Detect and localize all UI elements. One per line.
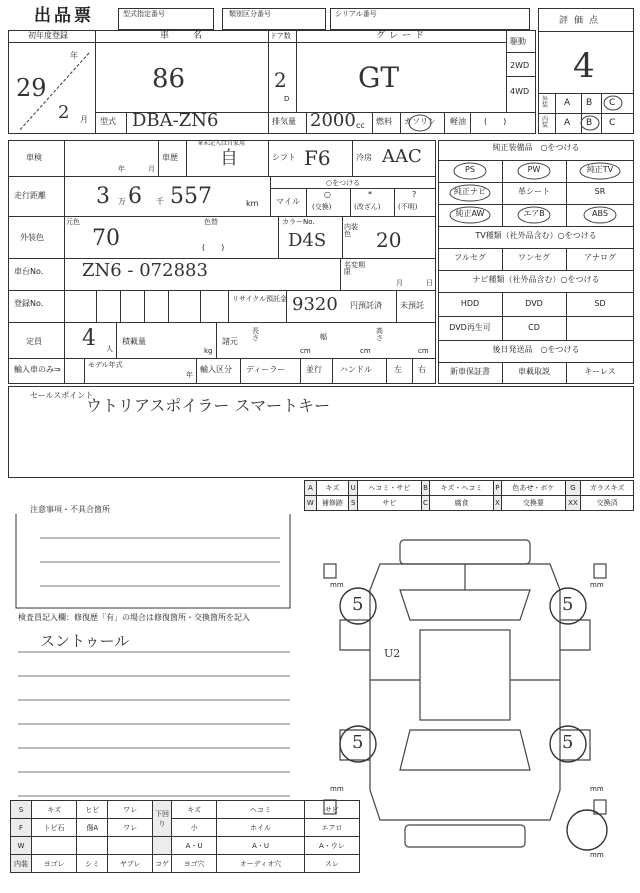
damage-legend: [304, 480, 634, 511]
door-label: ドア数: [270, 32, 291, 40]
legend-desc: 補修跡: [316, 496, 348, 511]
category-no-label: 類別区分番号: [229, 10, 271, 18]
mileage-man-unit: 万: [118, 197, 126, 206]
bottom-cell: ヨゴレ: [32, 855, 77, 873]
score-value: 4: [573, 46, 595, 86]
equip-airbag[interactable]: エアB: [523, 209, 545, 218]
certified-no-label: 型式指定番号: [123, 10, 165, 18]
serial-no-label: シリアル番号: [335, 10, 377, 18]
drive-label: 駆動: [510, 37, 526, 46]
later-warranty[interactable]: 新車保証書: [450, 367, 490, 376]
legend-desc: 交換要: [502, 496, 565, 511]
mileage-opt1[interactable]: ○: [324, 190, 331, 199]
bottom-cell: ヒビ: [77, 801, 108, 819]
equip-circles: [438, 160, 634, 226]
bottom-under-label: 下回り: [152, 801, 171, 837]
load-label: 積載量: [122, 337, 146, 346]
tv-analog[interactable]: アナログ: [584, 253, 616, 262]
later-manual[interactable]: 車載取説: [518, 367, 550, 376]
fuel-label: 燃料: [376, 117, 392, 126]
inspector-value: スントゥール: [40, 632, 130, 650]
mm-rr: mm: [590, 785, 604, 793]
ext-color-label: 外装色: [20, 233, 44, 242]
later-keyless[interactable]: キーレス: [584, 367, 616, 376]
capacity-label: 定員: [26, 337, 42, 346]
tv-oneseg[interactable]: ワンセグ: [518, 253, 550, 262]
inspection-year: 年: [118, 165, 125, 173]
legend-code: B: [421, 481, 430, 496]
model-year-label: モデル年式: [88, 361, 123, 369]
legend-code: XX: [565, 496, 581, 511]
int-grade-c: C: [609, 118, 616, 128]
inspection-month: 月: [148, 165, 155, 173]
int-label: 内装: [542, 116, 549, 129]
navi-cd[interactable]: CD: [528, 323, 540, 332]
tv-header: TV種類（社外品含む）○をつける: [475, 231, 597, 240]
color-no-value: D4S: [288, 230, 327, 251]
legend-code: A: [305, 481, 317, 496]
legend-desc: キズ・ヘコミ: [430, 481, 493, 496]
width-unit: cm: [360, 347, 371, 355]
legend-code: P: [493, 481, 502, 496]
color-paren: ( ): [202, 243, 225, 252]
mileage-label: 走行距離: [14, 191, 46, 200]
bottom-cell: 傷A: [77, 819, 108, 837]
bottom-cell: シミ: [77, 855, 108, 873]
bottom-sub: A・U: [217, 837, 304, 855]
bottom-sub: A・U: [171, 837, 216, 855]
legend-desc: ヘコミ・サビ: [358, 481, 421, 496]
car-diagram: [320, 530, 630, 870]
equip-sr[interactable]: SR: [594, 187, 606, 196]
grade-value: GT: [358, 61, 400, 94]
bottom-cell: トビ石: [32, 819, 77, 837]
ext-grade-c: C: [609, 98, 616, 108]
bottom-left-w: W: [11, 837, 32, 855]
legend-code: C: [421, 496, 430, 511]
color-change-label: 色替: [204, 218, 218, 226]
bottom-head: サビ: [304, 801, 359, 819]
int-color-label: 内装色: [344, 223, 358, 238]
equip-header: 純正装備品 ○をつける: [492, 143, 580, 152]
bottom-sub: 小: [171, 819, 216, 837]
handle-right[interactable]: 右: [418, 365, 426, 374]
equip-tv[interactable]: 純正TV: [586, 165, 614, 174]
ext-grade-a: A: [564, 98, 571, 108]
month-label: 月: [80, 115, 88, 124]
recycle-label: リサイクル預託金: [232, 295, 288, 303]
bottom-cell: ヨゴ穴: [171, 855, 216, 873]
model-label: 型式: [100, 117, 116, 126]
int-grade-a: A: [564, 118, 571, 128]
serial-no-box: [330, 8, 530, 30]
model-year-unit: 年: [186, 371, 193, 379]
shift-label: シフト: [272, 153, 296, 162]
color-orig-label: 元色: [66, 218, 80, 226]
name-change-label: 名変期限: [344, 261, 365, 276]
load-unit: kg: [204, 347, 213, 355]
score-box: [538, 8, 634, 134]
legend-desc: サビ: [358, 496, 421, 511]
reg-no-label: 登録No.: [14, 299, 44, 308]
grade-label: グレード: [376, 31, 429, 41]
length-unit: cm: [300, 347, 311, 355]
width-label: 幅: [320, 333, 327, 341]
ext-grade-b: B: [586, 98, 593, 108]
notes-label: 注意事項・不具合箇所: [30, 505, 110, 514]
import-parallel[interactable]: 並行: [306, 365, 322, 374]
legend-desc: 腐食: [430, 496, 493, 511]
first-reg-label: 初年度登録: [28, 31, 68, 40]
bottom-cell: コゲ: [152, 855, 171, 873]
inspection-label: 車検: [26, 153, 42, 162]
navi-header: ナビ種類（社外品含む）○をつける: [472, 275, 600, 284]
door-sub: D: [284, 95, 290, 103]
legend-code: W: [305, 496, 317, 511]
door-value: 2: [274, 68, 287, 92]
bottom-left-fw: F: [11, 819, 32, 837]
equip-aw[interactable]: 純正AW: [455, 209, 485, 218]
shift-value: F6: [304, 146, 331, 170]
mileage-opt2[interactable]: *: [368, 190, 372, 199]
mileage-opt2-label: (改ざん): [354, 203, 381, 211]
ac-value: AAC: [382, 146, 422, 167]
handle-left[interactable]: 左: [394, 365, 402, 374]
navi-dvd-play[interactable]: DVD再生可: [449, 323, 491, 332]
fuel-gasoline[interactable]: ガソリン: [404, 117, 436, 126]
legend-desc: 交換済: [581, 496, 634, 511]
later-header: 後日発送品 ○をつける: [492, 345, 580, 354]
bottom-sub: A・ウレ: [304, 837, 359, 855]
equip-ps[interactable]: PS: [465, 165, 475, 174]
int-grade-b: B: [586, 118, 593, 128]
legend-desc: 色あせ・ボケ: [502, 481, 565, 496]
tread-rl: 5: [352, 732, 364, 753]
navi-sd[interactable]: SD: [594, 299, 606, 308]
vehicle-shape-label: 車歴: [162, 153, 178, 162]
mileage-ten: 6: [128, 184, 142, 209]
bottom-grade-table: [10, 800, 360, 873]
recycle-value: 9320: [292, 294, 338, 315]
length-label: 長さ: [252, 327, 259, 342]
bottom-head: ヘコミ: [217, 801, 304, 819]
bottom-sub: ホイル: [217, 819, 304, 837]
mileage-meter[interactable]: マイル: [276, 197, 300, 206]
equip-abs[interactable]: ABS: [592, 209, 608, 218]
bottom-cell: オーディオ穴: [217, 855, 304, 873]
mileage-rest: 557: [170, 184, 212, 209]
category-no-box: [222, 8, 326, 30]
mileage-man: 3: [96, 184, 110, 209]
legend-desc: ガラスキズ: [581, 481, 634, 496]
name-change-month: 月: [396, 279, 403, 287]
fuel-circle: [400, 112, 440, 134]
recycle-unit: 円預託済: [350, 301, 382, 310]
navi-dvd[interactable]: DVD: [525, 299, 543, 308]
displacement-unit: cc: [356, 121, 365, 130]
import-dealer[interactable]: ディーラー: [246, 365, 286, 374]
bottom-head: キズ: [171, 801, 216, 819]
displacement-label: 排気量: [272, 117, 296, 126]
sales-point-label: セールスポイント: [30, 391, 94, 400]
legend-code: G: [565, 481, 581, 496]
tread-fl: 5: [352, 594, 364, 615]
navi-hdd[interactable]: HDD: [460, 299, 480, 308]
fuel-diesel[interactable]: 軽油: [450, 117, 466, 126]
chassis-label: 車台No.: [14, 267, 44, 276]
mileage-unit: km: [246, 199, 259, 208]
mileage-opt3-label: (不明): [398, 203, 418, 211]
mileage-opt1-label: (交換): [312, 203, 332, 211]
vehicle-shape-note: ※未記入は自家用: [198, 140, 246, 147]
tv-fullseg[interactable]: フルセグ: [454, 253, 486, 262]
bottom-cell: ヤブレ: [108, 855, 153, 873]
inspector-label: 検査員記入欄：修復歴「有」の場合は修復箇所・交換箇所を記入: [18, 613, 250, 622]
legend-code: S: [349, 496, 358, 511]
form-title: 出品票: [34, 6, 94, 26]
mileage-opt3[interactable]: ?: [412, 190, 417, 199]
drive-2wd[interactable]: 2WD: [510, 61, 530, 70]
dims-label: 諸元: [222, 337, 238, 346]
bottom-cell: キズ: [32, 801, 77, 819]
ext-label: 外装: [542, 96, 549, 109]
equip-pw[interactable]: PW: [527, 165, 541, 174]
bottom-cell: スレ: [304, 855, 359, 873]
bottom-left-int: 内装: [11, 855, 32, 873]
certified-no-box: [118, 8, 214, 30]
bottom-cell: ワレ: [108, 801, 153, 819]
handle-label: ハンドル: [340, 365, 372, 374]
bottom-sub: エアロ: [304, 819, 359, 837]
height-label: 高さ: [376, 327, 383, 342]
import-cat-label: 輸入区分: [200, 365, 232, 374]
chassis-value: ZN6 - 072883: [82, 260, 208, 281]
model-value: DBA-ZN6: [132, 110, 219, 131]
legend-code: X: [493, 496, 502, 511]
mm-fl: mm: [330, 581, 344, 589]
fuel-other[interactable]: ( ): [484, 117, 507, 126]
ac-label: 冷房: [356, 153, 372, 162]
capacity-value: 4: [82, 326, 96, 351]
mileage-sen-unit: 千: [156, 197, 164, 206]
mm-spare: mm: [590, 851, 604, 859]
notes-lines: [10, 512, 300, 612]
recycle-not: 未預託: [400, 301, 424, 310]
mileage-circle-note: ○をつける: [326, 179, 361, 187]
tread-fr: 5: [562, 594, 574, 615]
first-reg-year: 29: [16, 74, 47, 102]
car-name-value: 86: [152, 64, 186, 94]
mm-fr: mm: [590, 581, 604, 589]
height-unit: cm: [418, 347, 429, 355]
mm-rl: mm: [330, 785, 344, 793]
sales-point-value: ウトリアスポイラー スマートキー: [86, 396, 331, 415]
legend-desc: キズ: [316, 481, 348, 496]
score-label: 評価点: [559, 16, 605, 26]
capacity-unit: 人: [106, 345, 113, 353]
tread-rr: 5: [562, 732, 574, 753]
equip-leather[interactable]: 革シート: [518, 187, 550, 196]
ext-color-value: 70: [92, 226, 120, 251]
int-color-value: 20: [376, 228, 402, 252]
first-reg-divider: [9, 43, 95, 133]
grade-circles: [539, 9, 633, 133]
import-label: 輸入車のみ⇒: [14, 365, 61, 374]
displacement-value: 2000: [310, 110, 356, 131]
inspector-lines: [10, 630, 300, 798]
vehicle-shape-value: 自: [220, 148, 238, 169]
first-reg-month: 2: [58, 102, 70, 123]
name-change-day: 日: [426, 279, 433, 287]
bottom-cell: ワレ: [108, 819, 153, 837]
color-no-label: カラーNo.: [282, 218, 315, 226]
year-label: 年: [70, 51, 78, 60]
diagram-note: U2: [384, 647, 401, 660]
bottom-left-s: S: [11, 801, 32, 819]
equip-navi[interactable]: 純正ナビ: [454, 187, 486, 196]
legend-code: U: [349, 481, 358, 496]
drive-4wd[interactable]: 4WD: [510, 87, 530, 96]
car-name-label: 車名: [160, 31, 227, 41]
